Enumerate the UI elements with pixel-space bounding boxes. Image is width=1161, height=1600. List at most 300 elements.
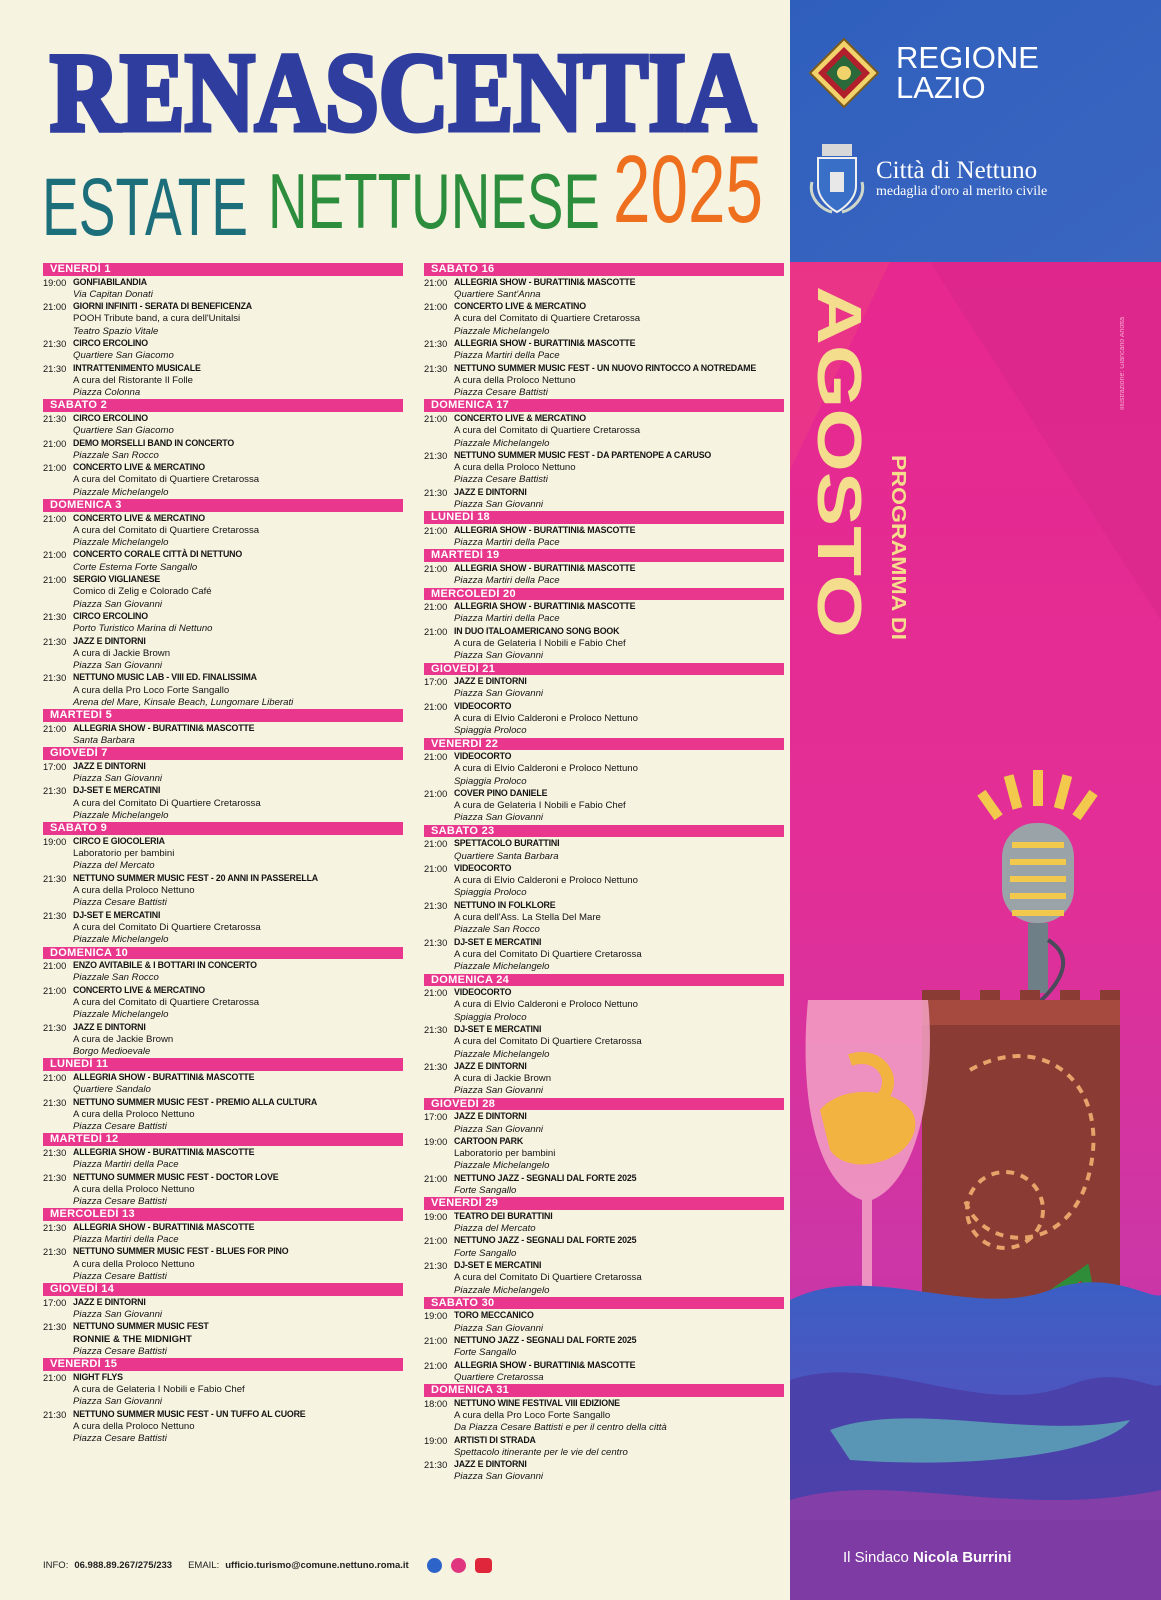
event-details — [454, 1136, 784, 1173]
event-time: 21:00 — [43, 961, 67, 972]
event-details — [454, 838, 784, 863]
event-location: Piazza San Giovanni — [454, 1123, 544, 1135]
event-row — [424, 413, 784, 450]
programma-label — [886, 455, 916, 640]
event-time: 21:00 — [424, 988, 448, 999]
day-block — [424, 1384, 784, 1484]
event-row — [43, 761, 403, 786]
event-details — [73, 1297, 403, 1322]
event-location: Piazzale Michelangelo — [454, 437, 550, 449]
event-details — [73, 338, 403, 363]
footer-info — [43, 1558, 492, 1573]
event-name: COVER PINO DANIELE — [454, 787, 548, 799]
event-details — [454, 863, 784, 900]
event-time: 19:00 — [424, 1136, 448, 1147]
subtitle-nettunese: NETTUNESE — [268, 157, 600, 245]
event-row — [424, 1310, 784, 1335]
event-location: Piazzale Michelangelo — [454, 1284, 550, 1296]
event-time: 21:00 — [424, 413, 448, 424]
event-row — [43, 413, 403, 438]
event-time: 19:00 — [43, 277, 67, 288]
event-row — [43, 513, 403, 550]
event-name: NETTUNO JAZZ - SEGNALI DAL FORTE 2025 — [454, 1172, 637, 1184]
event-location: Piazzale Michelangelo — [73, 537, 169, 549]
info-email[interactable]: ufficio.turismo@comune.nettuno.roma.it — [225, 1560, 409, 1571]
event-time: 21:00 — [43, 575, 67, 586]
event-time: 21:00 — [424, 863, 448, 874]
event-name: IN DUO ITALOAMERICANO SONG BOOK — [454, 625, 620, 637]
event-details — [73, 1372, 403, 1409]
event-location: Teatro Spazio Vitale — [73, 325, 159, 337]
event-row — [424, 1435, 784, 1460]
day-header: MERCOLEDÌ 20 — [424, 588, 784, 601]
day-block — [43, 947, 403, 1059]
event-name: GIORNI INFINITI - SERATA DI BENEFICENZA — [73, 301, 252, 313]
event-location: Piazzale Michelangelo — [73, 1009, 169, 1021]
title-subtitle — [40, 140, 766, 252]
day-header: SABATO 16 — [424, 263, 784, 276]
event-time: 21:30 — [424, 338, 448, 349]
event-name: NETTUNO JAZZ - SEGNALI DAL FORTE 2025 — [454, 1235, 637, 1247]
event-name: NIGHT FLYS — [73, 1371, 123, 1383]
event-name: CONCERTO CORALE CITTÀ DI NETTUNO — [73, 549, 243, 561]
event-location: Spettacolo itinerante per le vie del centro — [454, 1446, 628, 1458]
event-row — [424, 751, 784, 788]
day-header: VENERDÌ 22 — [424, 738, 784, 751]
event-location: Piazza San Giovanni — [454, 688, 544, 700]
event-name: DEMO MORSELLI BAND IN CONCERTO — [73, 437, 235, 449]
event-details — [73, 513, 403, 550]
event-details — [73, 873, 403, 910]
event-row — [424, 601, 784, 626]
event-details — [73, 1097, 403, 1134]
event-details — [73, 672, 403, 709]
event-note: A cura dell'Ass. La Stella Del Mare — [454, 912, 601, 924]
event-location: Spiaggia Proloco — [454, 775, 527, 787]
event-name: ALLEGRIA SHOW - BURATTINI& MASCOTTE — [454, 601, 636, 613]
day-block — [424, 511, 784, 549]
event-row — [43, 1246, 403, 1283]
event-location: Spiaggia Proloco — [454, 887, 527, 899]
event-name: NETTUNO SUMMER MUSIC FEST — [73, 1321, 209, 1333]
event-row — [43, 549, 403, 574]
event-details — [73, 985, 403, 1022]
event-row — [424, 487, 784, 512]
day-header: GIOVEDÌ 21 — [424, 663, 784, 676]
event-location: Quartiere San Giacomo — [73, 425, 174, 437]
event-name: NETTUNO IN FOLKLORE — [454, 899, 556, 911]
event-row — [424, 563, 784, 588]
event-name: ENZO AVITABILE & I BOTTARI IN CONCERTO — [73, 960, 257, 972]
event-row — [43, 1172, 403, 1209]
event-location: Piazzale Michelangelo — [454, 1048, 550, 1060]
event-name: JAZZ E DINTORNI — [73, 1021, 146, 1033]
event-note: A cura della Pro Loco Forte Sangallo — [73, 684, 230, 696]
event-details — [454, 1260, 784, 1297]
event-row — [43, 1321, 403, 1358]
event-location: Arena del Mare, Kinsale Beach, Lungomare Liberati — [73, 697, 294, 708]
event-name: CIRCO E GIOCOLERIA — [73, 835, 165, 847]
event-note: A cura del Comitato Di Quartiere Cretarossa — [73, 921, 261, 933]
title-main-text: RENASCENTIA — [50, 31, 757, 140]
day-block — [43, 1358, 403, 1445]
event-location: Piazza Cesare Battisti — [73, 1121, 167, 1133]
event-note: A cura della Proloco Nettuno — [454, 374, 576, 386]
event-name: JAZZ E DINTORNI — [454, 1459, 527, 1471]
event-time: 17:00 — [424, 677, 448, 688]
event-row — [43, 363, 403, 400]
day-block — [43, 1133, 403, 1208]
event-row — [424, 1360, 784, 1385]
day-header: MARTEDÌ 5 — [43, 709, 403, 722]
regione-lazio-logo — [808, 37, 1039, 109]
event-note: A cura del Ristorante Il Folle — [73, 374, 193, 386]
event-row — [43, 960, 403, 985]
event-time: 21:30 — [424, 1061, 448, 1072]
day-block — [424, 825, 784, 974]
instagram-icon[interactable] — [451, 1558, 466, 1573]
region-name-line2: LAZIO — [896, 70, 986, 105]
event-name: JAZZ E DINTORNI — [73, 635, 146, 647]
day-block — [424, 263, 784, 399]
event-time: 21:00 — [43, 513, 67, 524]
event-note: A cura del Comitato di Quartiere Cretarossa — [73, 996, 260, 1008]
day-header: DOMENICA 24 — [424, 974, 784, 987]
event-row — [424, 1061, 784, 1098]
event-details — [73, 1222, 403, 1247]
event-note: A cura del Comitato Di Quartiere Cretarossa — [454, 1036, 642, 1048]
event-time: 21:30 — [424, 363, 448, 374]
event-details — [454, 1173, 784, 1198]
social-icons — [427, 1558, 492, 1573]
event-name: ALLEGRIA SHOW - BURATTINI& MASCOTTE — [454, 1359, 636, 1371]
event-row — [424, 626, 784, 663]
event-location: Forte Sangallo — [454, 1247, 517, 1259]
event-time: 21:30 — [43, 363, 67, 374]
event-details — [73, 574, 403, 611]
event-time: 21:00 — [43, 985, 67, 996]
event-name: SERGIO VIGLIANESE — [73, 574, 161, 586]
event-details — [73, 761, 403, 786]
event-location: Piazzale Michelangelo — [454, 325, 550, 337]
event-time: 21:00 — [43, 550, 67, 561]
event-name: ARTISTI DI STRADA — [454, 1434, 536, 1446]
event-time: 19:00 — [43, 836, 67, 847]
region-name-line1: REGIONE — [896, 40, 1039, 75]
event-details — [454, 450, 784, 487]
event-row — [424, 338, 784, 363]
artwork-panel — [790, 0, 1161, 1600]
event-name: SPETTACOLO BURATTINI — [454, 838, 560, 850]
event-row — [43, 1022, 403, 1059]
program-column-left — [43, 263, 403, 1446]
day-block — [424, 399, 784, 511]
event-details — [454, 788, 784, 825]
event-note: A cura di Jackie Brown — [73, 647, 171, 659]
event-name: CARTOON PARK — [454, 1135, 524, 1147]
event-details — [454, 1335, 784, 1360]
regione-emblem-icon — [808, 37, 880, 109]
event-name: NETTUNO SUMMER MUSIC FEST - DA PARTENOPE A CARUSO — [454, 449, 712, 461]
event-location: Corte Esterna Forte Sangallo — [73, 561, 198, 573]
event-time: 21:00 — [424, 563, 448, 574]
event-time: 21:30 — [43, 1172, 67, 1183]
day-block — [43, 822, 403, 946]
event-details — [73, 1172, 403, 1209]
event-time: 21:30 — [43, 673, 67, 684]
event-row — [43, 723, 403, 748]
event-location: Piazza San Giovanni — [73, 660, 163, 672]
facebook-icon[interactable] — [427, 1558, 442, 1573]
event-location: Piazza San Giovanni — [454, 1322, 544, 1334]
event-row — [43, 1409, 403, 1446]
event-details — [73, 1409, 403, 1446]
day-header: SABATO 9 — [43, 822, 403, 835]
event-row — [424, 277, 784, 302]
event-time: 21:00 — [43, 1072, 67, 1083]
event-location: Forte Sangallo — [454, 1185, 517, 1196]
event-name: CIRCO ERCOLINO — [73, 412, 148, 424]
event-location: Piazzale Michelangelo — [73, 934, 169, 946]
day-block — [424, 738, 784, 825]
event-location: Piazza Martiri della Pace — [454, 350, 560, 362]
event-name: CONCERTO LIVE & MERCATINO — [454, 412, 586, 424]
event-time: 21:00 — [424, 839, 448, 850]
event-time: 21:00 — [424, 1173, 448, 1184]
day-header: GIOVEDÌ 14 — [43, 1283, 403, 1296]
event-note: A cura de Gelateria I Nobili e Fabio Chef — [454, 637, 626, 649]
event-details — [454, 338, 784, 363]
day-block — [43, 499, 403, 709]
event-details — [73, 301, 403, 338]
event-name: CIRCO ERCOLINO — [73, 337, 148, 349]
event-row — [424, 900, 784, 937]
event-details — [454, 525, 784, 550]
event-location: Piazzale Michelangelo — [73, 810, 169, 822]
day-header: SABATO 30 — [424, 1297, 784, 1310]
event-time: 21:30 — [424, 900, 448, 911]
event-row — [43, 277, 403, 302]
day-block — [43, 1283, 403, 1358]
event-name: TEATRO DEI BURATTINI — [454, 1210, 553, 1222]
day-header: DOMENICA 31 — [424, 1384, 784, 1397]
event-note: A cura del Comitato Di Quartiere Cretarossa — [454, 948, 642, 960]
event-name: NETTUNO SUMMER MUSIC FEST - BLUES FOR PINO — [73, 1246, 289, 1258]
event-details — [73, 363, 403, 400]
event-time: 21:30 — [43, 873, 67, 884]
day-header: VENERDÌ 1 — [43, 263, 403, 276]
event-location: Piazza San Giovanni — [73, 598, 163, 610]
event-time: 21:30 — [424, 1460, 448, 1471]
event-location: Piazza Colonna — [73, 387, 141, 399]
event-time: 21:00 — [43, 302, 67, 313]
sindaco-label: Il Sindaco — [843, 1549, 909, 1566]
event-time: 21:00 — [424, 752, 448, 762]
sindaco-signature — [843, 1549, 1011, 1566]
event-row — [424, 1459, 784, 1484]
event-name: JAZZ E DINTORNI — [73, 760, 146, 772]
event-note: A cura di Jackie Brown — [454, 1073, 552, 1085]
event-time: 18:00 — [424, 1398, 448, 1409]
event-time: 21:00 — [424, 626, 448, 637]
day-block — [43, 399, 403, 499]
event-row — [424, 838, 784, 863]
event-row — [43, 910, 403, 947]
event-name: DJ-SET E MERCATINI — [73, 909, 161, 921]
event-location: Quartiere Sant'Anna — [454, 288, 541, 300]
event-location: Piazza del Mercato — [73, 860, 155, 872]
event-location: Piazza Martiri della Pace — [73, 1159, 179, 1171]
event-note: Comico di Zelig e Colorado Café — [73, 586, 212, 598]
event-time: 17:00 — [43, 1297, 67, 1308]
event-details — [73, 960, 403, 985]
event-row — [43, 873, 403, 910]
event-row — [424, 1235, 784, 1260]
event-location: Piazza Martiri della Pace — [454, 575, 560, 587]
event-time: 21:30 — [43, 786, 67, 797]
event-note: A cura della Proloco Nettuno — [73, 885, 195, 897]
event-details — [454, 1111, 784, 1136]
event-details — [73, 836, 403, 873]
event-location: Piazza Martiri della Pace — [454, 537, 560, 549]
day-block — [43, 747, 403, 822]
event-location: Piazza San Giovanni — [454, 1471, 544, 1483]
subtitle-estate: ESTATE — [42, 162, 248, 252]
programma-di: PROGRAMMA DI — [887, 455, 909, 616]
event-location: Piazza Cesare Battisti — [73, 1433, 167, 1445]
event-row — [424, 363, 784, 400]
day-block — [424, 974, 784, 1098]
day-header: MERCOLEDÌ 13 — [43, 1208, 403, 1221]
day-block — [424, 1098, 784, 1198]
event-details — [454, 1310, 784, 1335]
city-name: Città di Nettuno — [876, 157, 1038, 184]
event-name: NETTUNO MUSIC LAB - VIII ED. FINALISSIMA — [73, 672, 257, 684]
event-time: 21:00 — [424, 602, 448, 613]
event-details — [454, 487, 784, 512]
youtube-icon[interactable] — [475, 1558, 492, 1573]
event-name: DJ-SET E MERCATINI — [454, 936, 542, 948]
event-location: Spiaggia Proloco — [454, 725, 527, 737]
event-name: TORO MECCANICO — [454, 1310, 534, 1322]
event-time: 21:30 — [43, 413, 67, 424]
event-location: Piazza Cesare Battisti — [454, 474, 548, 486]
event-row — [424, 1211, 784, 1236]
event-row — [43, 301, 403, 338]
event-location: Via Capitan Donati — [73, 288, 153, 300]
event-name: JAZZ E DINTORNI — [73, 1296, 146, 1308]
event-time: 19:00 — [424, 1211, 448, 1222]
event-name: NETTUNO JAZZ - SEGNALI DAL FORTE 2025 — [454, 1334, 637, 1346]
subtitle-year: 2025 — [613, 140, 763, 243]
event-details — [73, 549, 403, 574]
day-block — [43, 709, 403, 747]
credit-text: Illustrazione: Giancarlo Arlotta — [1120, 317, 1126, 410]
event-row — [424, 863, 784, 900]
day-block — [43, 263, 403, 399]
event-time: 21:30 — [424, 450, 448, 461]
event-location: Piazza San Giovanni — [73, 773, 163, 785]
event-time: 21:30 — [43, 1409, 67, 1420]
event-details — [73, 636, 403, 673]
event-name: JAZZ E DINTORNI — [454, 486, 527, 498]
event-details — [454, 1235, 784, 1260]
event-time: 21:00 — [43, 463, 67, 474]
event-note: A cura de Gelateria I Nobili e Fabio Chef — [454, 800, 626, 812]
event-row — [43, 785, 403, 822]
event-row — [43, 611, 403, 636]
event-note: RONNIE & THE MIDNIGHT — [73, 1333, 192, 1345]
day-block — [424, 549, 784, 587]
event-row — [424, 1111, 784, 1136]
event-details — [73, 611, 403, 636]
title-renascentia — [40, 30, 766, 140]
event-time: 21:00 — [43, 438, 67, 449]
event-location: Forte Sangallo — [454, 1347, 517, 1359]
event-details — [454, 626, 784, 663]
day-block — [424, 1197, 784, 1297]
event-location: Piazza San Giovanni — [454, 812, 544, 824]
event-row — [43, 462, 403, 499]
event-name: JAZZ E DINTORNI — [454, 1060, 527, 1072]
event-details — [73, 1022, 403, 1059]
event-name: DJ-SET E MERCATINI — [454, 1259, 542, 1271]
event-location: Porto Turistico Marina di Nettuno — [73, 623, 213, 635]
event-time: 21:30 — [43, 1222, 67, 1233]
event-name: ALLEGRIA SHOW - BURATTINI& MASCOTTE — [73, 1071, 255, 1083]
event-row — [424, 1335, 784, 1360]
event-details — [73, 1321, 403, 1358]
event-details — [73, 462, 403, 499]
day-block — [43, 1208, 403, 1283]
email-label: EMAIL: — [188, 1560, 220, 1571]
event-time: 21:30 — [43, 636, 67, 647]
day-header: GIOVEDÌ 7 — [43, 747, 403, 760]
event-time: 21:30 — [424, 937, 448, 948]
event-time: 21:30 — [43, 1097, 67, 1108]
event-name: NETTUNO WINE FESTIVAL VIII EDIZIONE — [454, 1397, 620, 1409]
event-details — [454, 1435, 784, 1460]
event-row — [43, 1222, 403, 1247]
event-row — [424, 1024, 784, 1061]
event-row — [43, 985, 403, 1022]
event-note: A cura di Elvio Calderoni e Proloco Nettuno — [454, 999, 638, 1011]
event-details — [454, 1061, 784, 1098]
event-row — [424, 450, 784, 487]
event-time: 19:00 — [424, 1311, 448, 1322]
event-details — [454, 1211, 784, 1236]
event-details — [454, 900, 784, 937]
day-header: SABATO 23 — [424, 825, 784, 838]
event-details — [454, 277, 784, 302]
event-time: 21:00 — [43, 723, 67, 734]
day-header: MARTEDÌ 19 — [424, 549, 784, 562]
day-header: MARTEDÌ 12 — [43, 1133, 403, 1146]
event-name: ALLEGRIA SHOW - BURATTINI& MASCOTTE — [73, 1146, 255, 1158]
event-name: DJ-SET E MERCATINI — [73, 785, 161, 797]
event-name: CONCERTO LIVE & MERCATINO — [73, 462, 205, 474]
event-name: CIRCO ERCOLINO — [73, 610, 148, 622]
event-location: Spiaggia Proloco — [454, 1011, 527, 1023]
day-header: SABATO 2 — [43, 399, 403, 412]
event-name: VIDEOCORTO — [454, 862, 512, 874]
event-location: Piazzale Michelangelo — [73, 486, 169, 498]
event-name: GONFIABILANDIA — [73, 276, 147, 288]
event-location: Piazza San Giovanni — [73, 1396, 163, 1408]
event-note: A cura della Pro Loco Forte Sangallo — [454, 1409, 611, 1421]
event-time: 21:00 — [424, 1360, 448, 1371]
event-name: ALLEGRIA SHOW - BURATTINI& MASCOTTE — [454, 562, 636, 574]
